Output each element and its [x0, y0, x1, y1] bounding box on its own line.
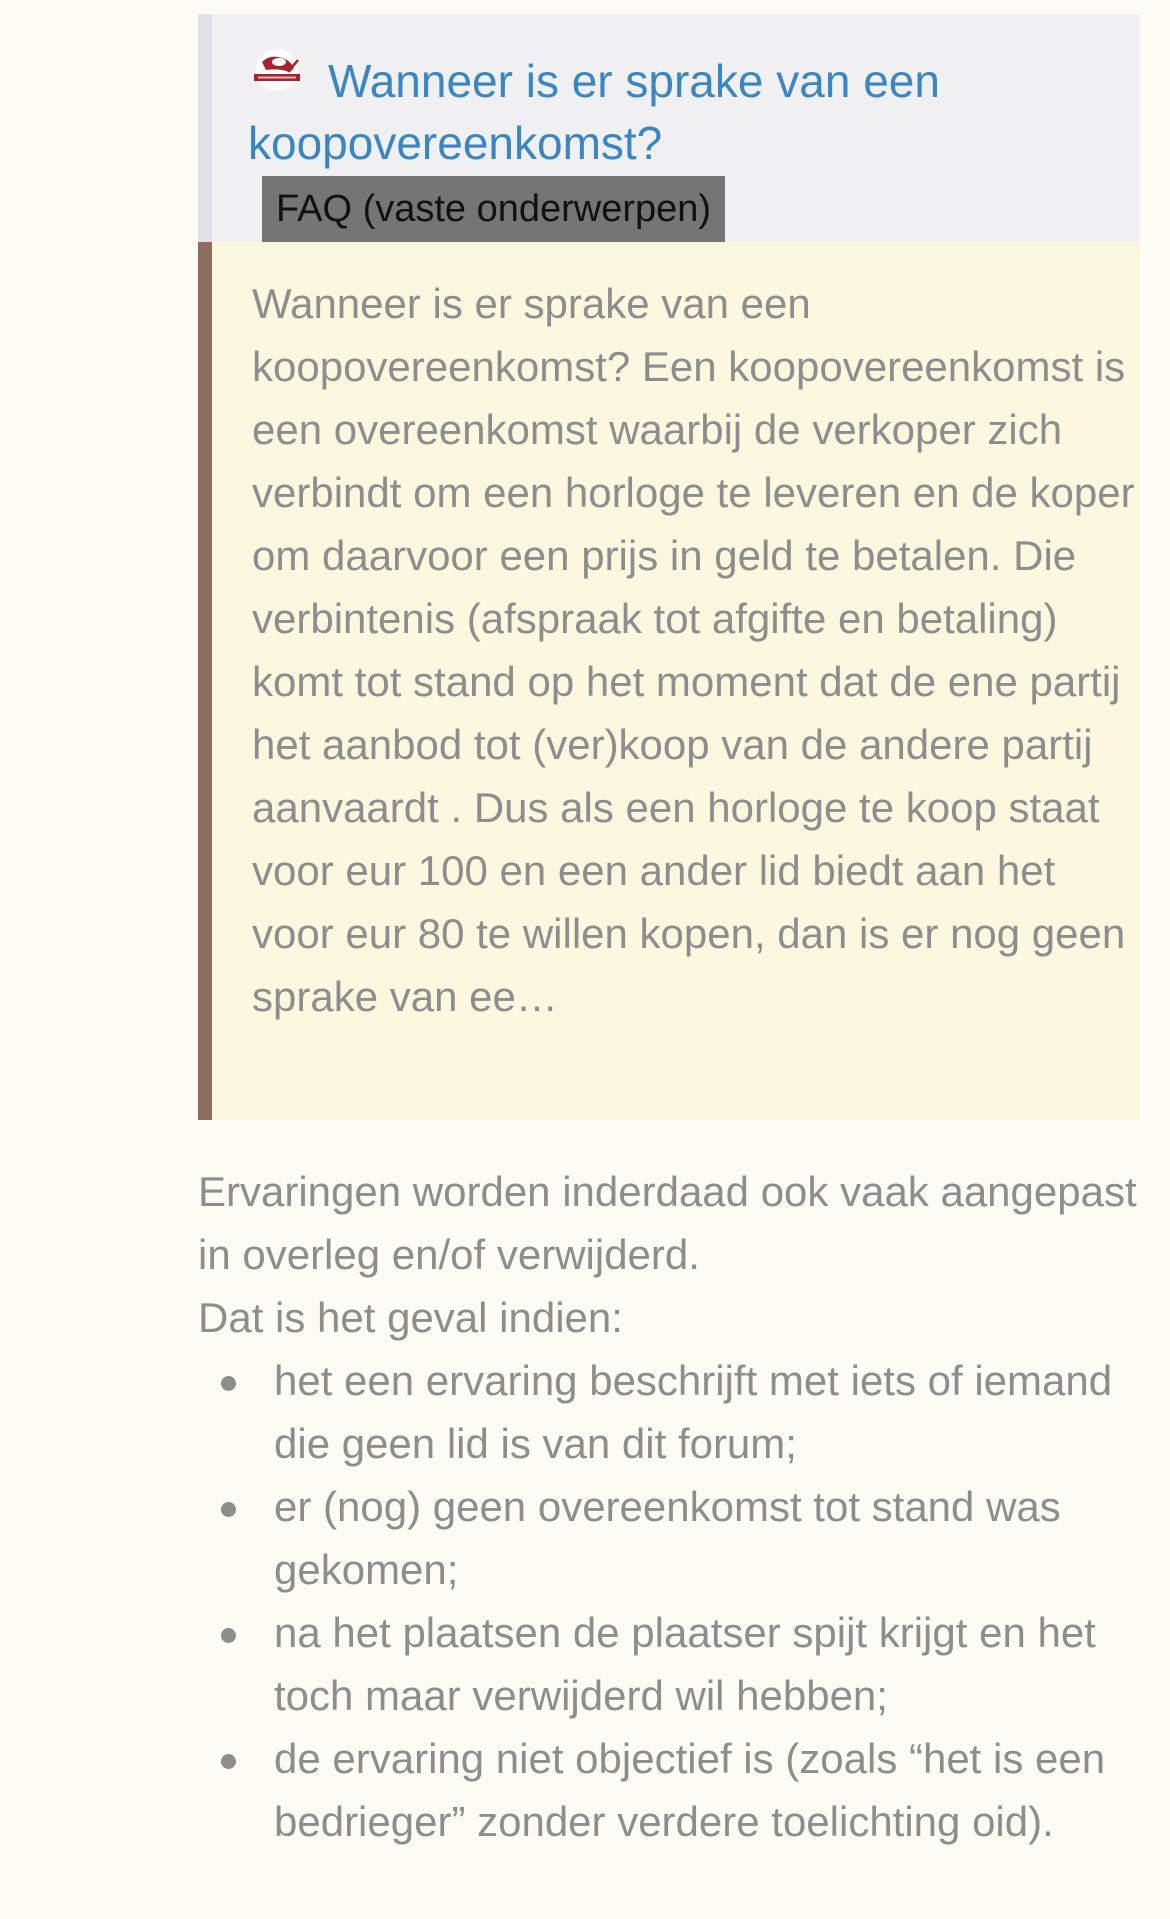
post-paragraph	[198, 1160, 1138, 1349]
paragraph-line: Dat is het geval indien:	[198, 1294, 623, 1341]
list-item-text: de ervaring niet objectief is (zoals “het is een bedrieger” zonder verdere toelichting oid).	[274, 1735, 1106, 1845]
list-item-text: na het plaatsen de plaatser spijt krijgt en het toch maar verwijderd wil hebben;	[274, 1609, 1096, 1719]
excerpt-text: Wanneer is er sprake van een koopovereenkomst? Een koopovereenkomst is een overeenkomst waarbij de verkoper zich verbindt om een horloge te leveren en de koper om daarvoor een prijs in geld te betalen. Die verbintenis (afspraak tot afgifte en betaling) komt tot stand op het moment dat de ene partij het aanbod tot (ver)koop van de andere partij aanvaardt . Dus als een horloge te koop staat voor eur 100 en een ander lid biedt aan het voor eur 80 te willen kopen, dan is er nog geen sprake van ee…	[252, 280, 1135, 1020]
post-content	[198, 0, 1140, 1853]
list-item-text: er (nog) geen overeenkomst tot stand was gekomen;	[274, 1483, 1061, 1593]
list-item-text: het een ervaring beschrijft met iets of iemand die geen lid is van dit forum;	[274, 1357, 1113, 1467]
list-item	[198, 1349, 1134, 1475]
list-item	[198, 1727, 1134, 1853]
bullet-icon	[221, 1502, 236, 1517]
onebox-header	[198, 14, 1140, 242]
forum-logo-icon	[248, 48, 306, 92]
onebox-excerpt	[198, 242, 1140, 1120]
topic-onebox	[198, 14, 1140, 1120]
list-item	[198, 1601, 1134, 1727]
onebox-title-link[interactable]: Wanneer is er sprake van een koopovereenkomst?	[248, 55, 940, 169]
bullet-icon	[221, 1754, 236, 1769]
rules-list	[198, 1349, 1140, 1853]
paragraph-line: Ervaringen worden inderdaad ook vaak aangepast in overleg en/of verwijderd.	[198, 1168, 1137, 1278]
bullet-icon	[221, 1376, 236, 1391]
bullet-icon	[221, 1628, 236, 1643]
list-item	[198, 1475, 1134, 1601]
category-badge[interactable]: FAQ (vaste onderwerpen)	[262, 176, 725, 242]
